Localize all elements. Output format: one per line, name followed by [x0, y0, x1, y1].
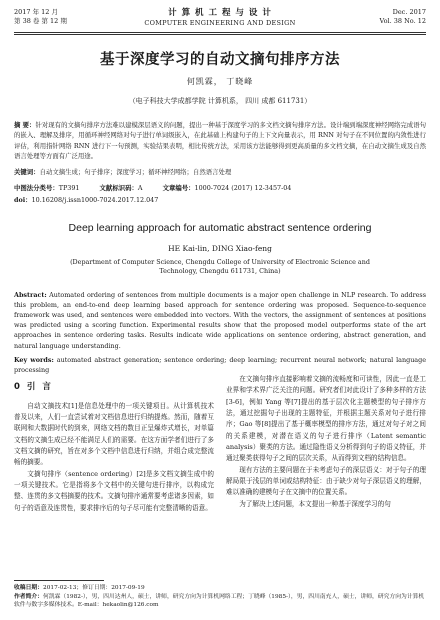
paper-title-cn: 基于深度学习的自动文摘句排序方法	[100, 51, 340, 68]
author-bio-text: 何凯霖（1982-），男，四川达州人，硕士，讲师，研究方向为计算机网络工程；丁晓峰（1985-），男，四川南充人，硕士，讲师，研究方向为计算机软件与数字多媒体技术。E-mail：hekaolin@126.com	[14, 593, 425, 609]
body-paragraph: 在文摘句排序直接影响着文摘的流畅度和可读性，因此一直是工业界和学术界广泛关注的问题。研究者们对此设计了多种多样的方法[3-6]，例如 Yang 等[7]提出的基于层次化主题模型的句子排序方法，通过挖掘句子出现的主题特征，并根据主题关系对句子进行排序；Gao 等[8]提出了基于概率模型的排序方法，通过对句子对之间的关系建模，对潜在语义的句子进行排序（Latent semantic analysis）聚类的方法。通过隐性语义分析得到句子的语义特征，并通过聚类获得句子之间的层次关系，从而得到文档的结构信息。	[226, 375, 426, 463]
journal-name-en: COMPUTER ENGINEERING AND DESIGN	[144, 19, 296, 28]
received-date	[14, 584, 426, 593]
abstract-cn	[14, 120, 426, 161]
body-column-right	[226, 374, 426, 510]
doc-value: A	[137, 184, 143, 192]
author-bio	[14, 593, 426, 610]
article-id-value: 1000-7024 (2017) 12-3457-04	[194, 184, 292, 192]
clc-code	[14, 184, 80, 192]
issue-date-right	[380, 8, 426, 26]
section-heading: 0 引 言	[14, 382, 53, 392]
keywords-cn-text: 自动文摘生成；句子排序；深度学习；循环神经网络；自然语言处理	[39, 168, 232, 176]
body-paragraph: 现有方法的主要问题在于未考虑句子的深层语义：对于句子的理解局限于浅层的单词或结构特征：由于缺少对句子深层语义的理解，难以准确的建模句子在文摘中的位置关系。	[226, 465, 426, 497]
footnote-rule	[14, 580, 104, 581]
doi-line	[14, 195, 426, 204]
classification-line	[14, 183, 426, 192]
keywords-cn	[14, 167, 426, 177]
keywords-cn-label: 关键词：	[14, 168, 40, 176]
abstract-cn-label: 摘 要：	[14, 121, 36, 129]
clc-value: TP391	[58, 184, 80, 192]
body-paragraph: 为了解决上述问题，本文提出一种基于深度学习的句	[239, 499, 391, 508]
article-id	[163, 184, 292, 192]
body-paragraph: 文摘句排序（sentence ordering）[2]是多文档文摘生成中的一项关键技术。它是指将多个文档中的关键句进行排序，以构成完整、连贯的多文档摘要的技术。文摘句排序通常要考虑诸多因素，如句子的语意及连贯性，要求排序后的句子尽可能有完整清晰的语意。	[14, 469, 214, 512]
abstract-cn-text: 针对现有的文摘句排序方法难以建模深层语义的问题，提出一种基于深度学习的多文档文摘句排序方法。设计端到端深度神经网络完成语句的嵌入、理解及排序，用循环神经网络对句子进行单词级嵌入，在此基础上构建句子的上下文向量表示，用 RNN 对句子在不同位置的内敛性进行评估，利用指针网络 RNN 进行下一句预测，实验结果表明，相比传统方法，采用该方法能够得到更高质量的多文档文摘，在自动文摘生成及自然语言处理等方面有广泛用途。	[14, 121, 426, 160]
keywords-en-label: Key words:	[14, 356, 54, 364]
paper-title-en: Deep learning approach for automatic abstract sentence ordering	[68, 222, 372, 234]
journal-name	[14, 8, 426, 28]
author-bio-label: 作者简介：	[14, 593, 43, 600]
doi-link[interactable]: 10.16208/j.issn1000-7024.2017.12.047	[31, 196, 159, 204]
abstract-en	[14, 290, 426, 351]
abstract-en-label: Abstract:	[14, 291, 47, 299]
article-id-label: 文章编号：	[162, 184, 195, 192]
clc-label: 中图法分类号：	[14, 184, 59, 192]
keywords-en	[14, 355, 426, 375]
doi-label: doi：	[14, 196, 32, 204]
header-rule	[14, 32, 426, 33]
doc-label: 文献标识码：	[99, 184, 138, 192]
authors-en: HE Kai-lin, DING Xiao-feng	[168, 244, 272, 253]
header-rule-thin	[14, 34, 426, 35]
body-paragraph: 自动文摘技术[1]是信息处理中的一项关键项目。从计算机技术普及以来，人们一直尝试着对文档信息进行归纳提炼。然而，随着互联网和大数据时代的到来，网络文档的数目正呈爆炸式增长，对单篇文档的文摘生成已经不能满足人们的需要。在这方面学者们进行了多文档文摘的研究，旨在对多个文档中信息进行归纳，并组合成完整流畅的摘要。	[14, 401, 214, 467]
journal-name-cn: 计 算 机 工 程 与 设 计	[168, 8, 272, 18]
doc-code	[100, 184, 143, 192]
received-value: 2017-02-13；修订日期：2017-09-19	[43, 585, 145, 591]
footnote	[14, 584, 426, 610]
affiliation-en: (Department of Computer Science, Chengdu College of University of Electronic Science and Technology, Chengdu 611731, China)	[70, 258, 370, 276]
issue-volume-en: Vol. 38 No. 12	[379, 16, 426, 25]
issue-date: 2017 年 12 月	[14, 8, 59, 16]
issue-volume: 第 38 卷 第 12 期	[14, 16, 67, 25]
affiliation-cn: （电子科技大学成都学院 计算机系， 四川 成都 611731）	[128, 97, 312, 105]
abstract-en-text: Automated ordering of sentences from multiple documents is a major open challenge in NLP research. To address this problem, an end-to-end deep learning based approach for sentence ordering was proposed. Sequence-to-sequence framework was used, and sentences were embedded into vectors. With the vectors, the assignment of sentences at positions was predicted using a scoring function. Experimental results show that the proposed model outperforms state of the art approaches in sentence ordering tasks. Results indicate wide applications on sentence ordering, abstract generation, and natural language understanding.	[14, 291, 426, 350]
issue-date-en: Dec. 2017	[392, 8, 426, 16]
received-label: 收稿日期：	[14, 585, 43, 591]
body-column-left	[14, 374, 214, 514]
journal-header	[14, 8, 426, 32]
keywords-en-text: automated abstract generation; sentence ordering; deep learning; recurrent neural network; natural language processing	[14, 356, 426, 375]
authors-cn: 何凯霖， 丁晓峰	[186, 77, 254, 86]
